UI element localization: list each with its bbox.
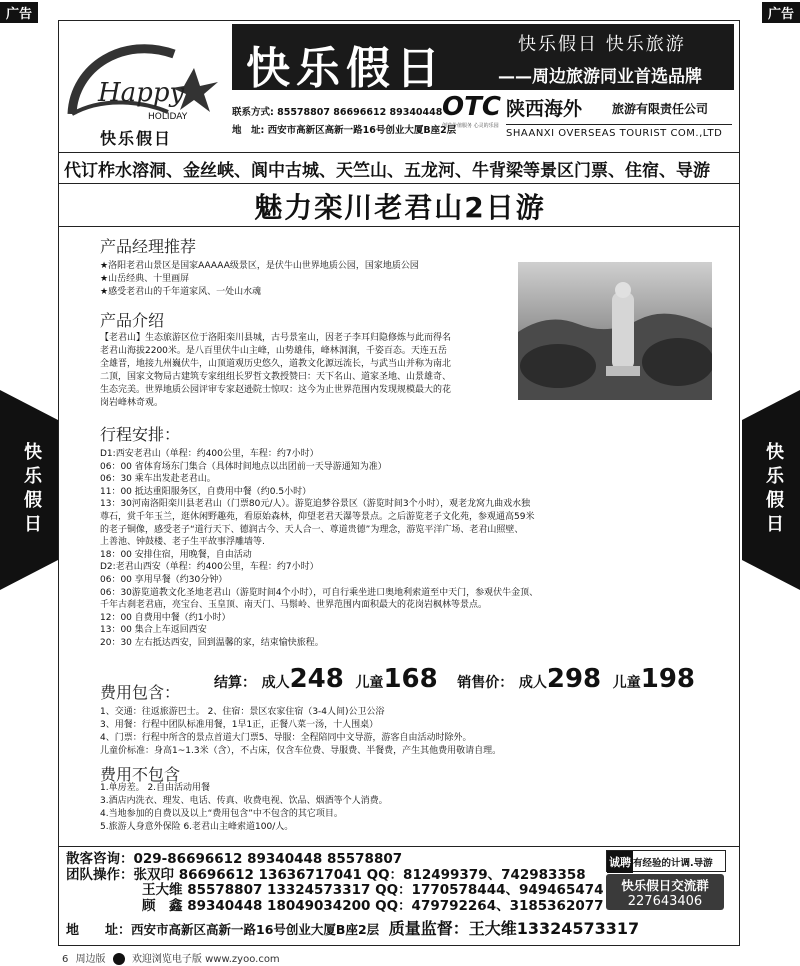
itinerary-line: D2:老君山西安（单程：约400公里，车程：约7小时） bbox=[100, 562, 319, 573]
banner-brand: 快乐假日 bbox=[246, 43, 446, 94]
page-title: 魅力栾川老君山2日游 bbox=[254, 191, 546, 224]
manager-item: ★感受老君山的千年道家风、一处山水魂 bbox=[100, 287, 262, 297]
consult-label: 散客咨询： bbox=[66, 851, 134, 867]
team-name: 顾 鑫 bbox=[142, 897, 183, 914]
team-phones: 85578807 13324573317 bbox=[187, 882, 371, 898]
intro-text bbox=[100, 332, 451, 410]
team-row bbox=[66, 868, 604, 884]
otc-tagline: 创造价值服务 心灵的乐园 bbox=[442, 123, 499, 129]
itinerary-line: 06：00 省体育场东门集合（具体时间地点以出团前一天导游通知为准） bbox=[100, 461, 387, 472]
sale-adult-label: 成人 bbox=[518, 675, 547, 691]
footer-text: 欢迎浏览电子版 www.zyoo.com bbox=[131, 954, 280, 965]
sale-adult-price: 298 bbox=[546, 664, 602, 694]
itinerary-line: D1:西安老君山（单程：约400公里，车程：约7小时） bbox=[100, 449, 319, 459]
sale-child-price: 198 bbox=[640, 664, 696, 694]
settle-child-price: 168 bbox=[383, 664, 438, 694]
manager-list bbox=[100, 260, 419, 299]
team-qq: QQ：1770578444、949465474 bbox=[375, 882, 604, 898]
group-number: 227643406 bbox=[627, 894, 703, 909]
exclude-item: 3.酒店内洗衣、理发、电话、传真、收费电视、饮品、烟酒等个人消费。 bbox=[100, 796, 388, 806]
intro-line: 二顶，国家文物局古建筑专家组组长罗哲文教授赞曰：天下名山、道家圣地、山景雄奇、 bbox=[100, 372, 452, 382]
exclude-item: 5.旅游人身意外保险 6.老君山主峰索道100/人。 bbox=[100, 822, 294, 832]
team-row bbox=[66, 883, 604, 899]
side-label-right: 快乐假日 bbox=[763, 442, 784, 538]
laojun-statue-photo bbox=[518, 262, 712, 400]
recruit-tag: 诚聘 bbox=[607, 851, 633, 873]
tickets-strip bbox=[58, 152, 740, 184]
exclude-item: 1.单房差。 2.自由活动用餐 bbox=[100, 783, 211, 793]
sale-child-label: 儿童 bbox=[612, 675, 641, 691]
sale-label: 销售价： bbox=[457, 675, 514, 691]
company-suffix: 旅游有限责任公司 bbox=[612, 102, 709, 116]
itinerary-line: 千年古刹老君庙，亮宝台、玉皇顶、南天门、马鬃岭、世界范围内面积最大的花岗岩枫林等景点。 bbox=[100, 600, 488, 611]
quality-supervisor: 质量监督：王大维13324573317 bbox=[388, 919, 640, 938]
team-qq: QQ：812499379、742983358 bbox=[366, 866, 586, 883]
itinerary-text bbox=[100, 448, 538, 650]
title-divider bbox=[58, 226, 740, 227]
logo-cn: 快乐假日 bbox=[100, 129, 173, 148]
intro-line: 生态完美。世界地质公园评审专家赵逊院士惊叹：这今为止世界范围内发现规模最大的花 bbox=[100, 385, 452, 395]
company-name: 陕西海外 bbox=[506, 98, 583, 120]
itinerary-line: 20：30 左右抵达西安，回到温馨的家，结束愉快旅程。 bbox=[100, 637, 324, 648]
intro-line: 老君山海拔2200米。是八百里伏牛山主峰，山势雄伟，峰林洞涧，千姿百态。天连五岳 bbox=[100, 346, 447, 356]
logo-script: Happy bbox=[98, 78, 185, 108]
fees-include-item: 4、门票：行程中所含的景点首道大门票5、导服：全程陪同中文导游，游客自由活动时除外。 bbox=[100, 733, 472, 743]
itinerary-line: 13：00 集合上车返回西安 bbox=[100, 625, 207, 636]
ad-tag-right: 广告 bbox=[762, 2, 800, 23]
tickets-text: 代订柞水溶洞、金丝峡、阆中古城、天竺山、五龙河、牛背梁等景区门票、住宿、导游 bbox=[64, 161, 710, 181]
footer-section: 周边版 bbox=[75, 954, 106, 965]
fees-heading: 费用包含： bbox=[100, 683, 181, 702]
fees-include-item: 儿童价标准：身高1~1.3米（含），不占床，仅含车位费、导服费、半餐费，产生其他费用敬请自理。 bbox=[100, 746, 502, 756]
exclude-heading: 费用不包含 bbox=[100, 765, 181, 784]
price-row bbox=[214, 664, 695, 694]
intro-line: 岗岩峰林奇观。 bbox=[100, 398, 164, 408]
team-phones: 89340448 18049034200 bbox=[187, 897, 371, 914]
itinerary-line: 06：30 乘车出发赴老君山。 bbox=[100, 474, 216, 485]
settle-adult-label: 成人 bbox=[261, 675, 290, 691]
footer bbox=[62, 950, 280, 965]
consult-row bbox=[66, 852, 604, 868]
side-bar-left bbox=[0, 390, 58, 590]
footer-page-number: 6 bbox=[62, 954, 69, 965]
settle-adult-price: 248 bbox=[289, 664, 344, 694]
happy-holiday-logo bbox=[64, 26, 224, 156]
statue-icon bbox=[518, 262, 712, 400]
company-contact: 联系方式: 85578807 86696612 89340448 bbox=[232, 107, 443, 118]
exclude-item: 4.当地参加的自费以及以上“费用包含”中不包含的其它项目。 bbox=[100, 809, 343, 819]
group-box bbox=[606, 874, 724, 910]
banner-slogan-1: 快乐假日 快乐旅游 bbox=[518, 34, 686, 55]
contact-divider bbox=[58, 846, 740, 847]
manager-item: ★洛阳老君山景区是国家AAAAA级景区，是伏牛山世界地质公园，国家地质公园 bbox=[100, 261, 419, 271]
recruit-text: 有经验的计调.导游 bbox=[633, 858, 713, 869]
intro-line: 全雄晋，地接九州巍伏牛，山顶道观历史悠久，道教文化源远流长，与武当山并称为南北 bbox=[100, 359, 452, 369]
address-label: 地 址： bbox=[66, 923, 132, 938]
address-row bbox=[66, 916, 639, 939]
contact-block bbox=[66, 852, 604, 914]
team-qq: QQ：479792264、3185362077 bbox=[375, 897, 604, 914]
team-name: 张双印 bbox=[133, 866, 174, 883]
company-address: 地 址: 西安市高新区高新一路16号创业大厦B座2层 bbox=[232, 125, 457, 136]
fees-include-item: 1、交通：往返旅游巴士。 2、住宿：景区农家住宿（3-4人间)公卫公浴 bbox=[100, 707, 385, 717]
team-phones: 86696612 13636717041 bbox=[178, 866, 362, 883]
itinerary-line: 尊石，赏千年玉兰，逛休闲野趣苑，看原始森林，仰望老君天瀑等景点。之后游览老子文化苑，参观通高59米 bbox=[100, 511, 535, 522]
logo-en: HOLIDAY bbox=[148, 112, 188, 122]
manager-heading: 产品经理推荐 bbox=[100, 237, 197, 256]
itinerary-heading: 行程安排： bbox=[100, 425, 181, 444]
footer-badge-icon bbox=[113, 953, 125, 965]
itinerary-line: 06：30游览道教文化圣地老君山（游览时间4个小时），可自行乘坐进口奥地利索道至中天门，参观伏牛金顶、 bbox=[100, 587, 539, 598]
itinerary-line: 的老子铜像，感受老子“道行天下、德润古今、天人合一、尊道贵德”为理念，游览平洋广场、老君山照壁、 bbox=[100, 524, 524, 535]
company-en: SHAANXI OVERSEAS TOURIST COM.,LTD bbox=[506, 128, 723, 139]
intro-heading: 产品介绍 bbox=[100, 311, 165, 330]
itinerary-line: 13：30河南洛阳栾川县老君山（门票80元/人）。游览追梦谷景区（游览时间3个小时），观老龙窝九曲戏水独 bbox=[100, 499, 531, 510]
itinerary-line: 12：00 自费用中餐（约1小时） bbox=[100, 612, 231, 623]
ad-tag-left: 广告 bbox=[0, 2, 38, 23]
otc-logo: OTC bbox=[442, 92, 501, 122]
settle-label: 结算： bbox=[214, 675, 256, 691]
team-row bbox=[66, 899, 604, 915]
manager-item: ★山岳经典、十里画屏 bbox=[100, 274, 190, 284]
fees-include-item: 3、用餐：行程中团队标准用餐，1早1正，正餐八菜一汤，十人围桌） bbox=[100, 720, 379, 730]
side-label-left: 快乐假日 bbox=[21, 442, 42, 538]
team-label: 团队操作： bbox=[66, 866, 134, 883]
exclude-list bbox=[100, 782, 388, 834]
itinerary-line: 11：00 抵达重阳服务区，自费用中餐（约0.5小时） bbox=[100, 486, 312, 497]
fees-include-list bbox=[100, 706, 501, 758]
consult-phones: 029-86696612 89340448 85578807 bbox=[133, 851, 403, 867]
itinerary-line: 18：00 安排住宿，用晚餐，自由活动 bbox=[100, 549, 252, 560]
banner-slogan-2: ——周边旅游同业首选品牌 bbox=[498, 67, 702, 87]
itinerary-line: 上善池、钟鼓楼、老子生平故事浮雕墙等. bbox=[100, 537, 265, 548]
group-name: 快乐假日交流群 bbox=[621, 878, 709, 893]
settle-child-label: 儿童 bbox=[355, 675, 384, 691]
intro-line: 【老君山】生态旅游区位于洛阳栾川县城，古号景室山，因老子李耳归隐修炼与此而得名 bbox=[100, 333, 452, 343]
brand-banner bbox=[232, 24, 734, 94]
logo-swoosh-icon bbox=[64, 26, 224, 126]
itinerary-line: 06：00 享用早餐（约30分钟） bbox=[100, 574, 228, 585]
company-divider bbox=[506, 124, 732, 125]
recruit-box bbox=[606, 850, 726, 872]
address-text: 西安市高新区高新一路16号创业大厦B座2层 bbox=[131, 922, 380, 937]
team-name: 王大维 bbox=[142, 882, 183, 898]
side-bar-right bbox=[742, 390, 800, 590]
